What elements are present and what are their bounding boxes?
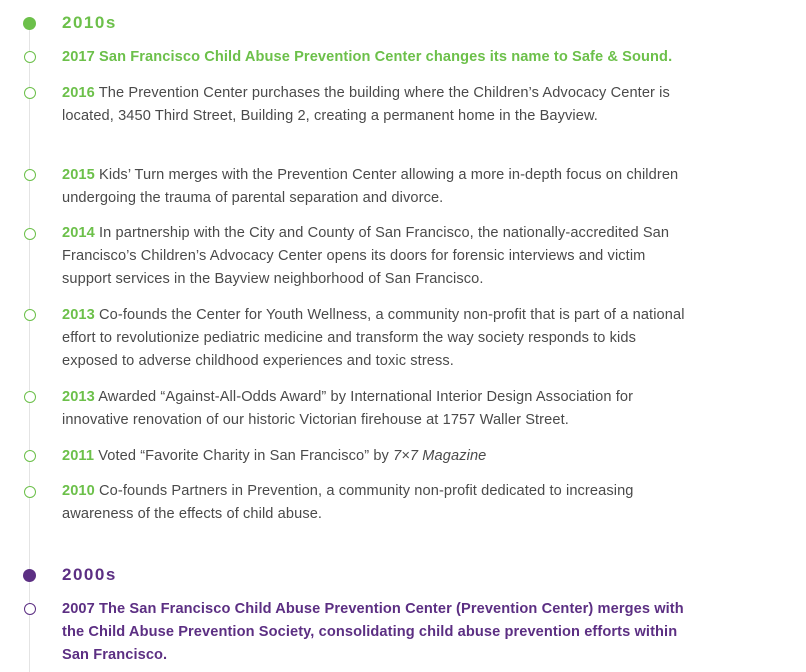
timeline-marker xyxy=(24,228,36,240)
timeline-marker xyxy=(24,87,36,99)
entry-year: 2007 xyxy=(62,601,95,617)
timeline-marker xyxy=(24,169,36,181)
decade-heading-2000s: 2000s xyxy=(62,565,117,584)
entry-year: 2010 xyxy=(62,483,95,499)
timeline-marker xyxy=(24,603,36,615)
entry-year: 2015 xyxy=(62,167,95,183)
entry-text: Kids’ Turn merges with the Prevention Center allowing a more in-depth focus on children undergoing the trauma of parental separation and divorce. xyxy=(62,167,679,206)
entry-text: The Prevention Center purchases the building where the Children’s Advocacy Center is located, 3450 Third Street, Building 2, creating a permanent home in the Bayview. xyxy=(62,85,670,124)
timeline-entry-2013-award xyxy=(62,386,687,432)
timeline-marker xyxy=(24,450,36,462)
entry-year: 2011 xyxy=(62,448,95,464)
decade-marker-2010s xyxy=(23,17,36,30)
entry-year: 2014 xyxy=(62,225,95,241)
timeline-entry-2016 xyxy=(62,82,687,128)
entry-text: The San Francisco Child Abuse Prevention Center (Prevention Center) merges with the Child Abuse Prevention Society, consolidating child abuse prevention efforts within San Francisco. xyxy=(62,601,684,663)
entry-text: In partnership with the City and County of San Francisco, the nationally-accredited San Francisco’s Children’s Advocacy Center opens its doors for forensic interviews and victim support services in the Bayview neighborhood of San Francisco. xyxy=(62,225,670,287)
timeline-entry-2013-cyw xyxy=(62,304,687,373)
timeline-marker xyxy=(24,51,36,63)
timeline-entry-2011 xyxy=(62,445,687,468)
timeline-entry-2015 xyxy=(62,164,687,210)
entry-text: Voted “Favorite Charity in San Francisco” by xyxy=(98,448,389,464)
timeline-entry-2017 xyxy=(62,46,687,69)
decade-heading-2010s: 2010s xyxy=(62,13,117,32)
entry-text: Awarded “Against-All-Odds Award” by International Interior Design Association for innovative renovation of our historic Victorian firehouse at 1757 Waller Street. xyxy=(62,389,634,428)
timeline-marker xyxy=(24,309,36,321)
timeline-marker xyxy=(24,391,36,403)
timeline-marker xyxy=(24,486,36,498)
entry-year: 2016 xyxy=(62,85,95,101)
entry-text: Co-founds the Center for Youth Wellness, a community non-profit that is part of a national effort to revolutionize pediatric medicine and transform the way society responds to kids exposed to adverse childhood experiences and toxic stress. xyxy=(62,307,685,369)
timeline-entry-2007 xyxy=(62,598,687,667)
timeline-entry-2010 xyxy=(62,480,687,526)
decade-marker-2000s xyxy=(23,569,36,582)
timeline-entry-2014 xyxy=(62,222,687,291)
entry-text: San Francisco Child Abuse Prevention Center changes its name to Safe & Sound. xyxy=(99,49,673,65)
entry-text: Co-founds Partners in Prevention, a community non-profit dedicated to increasing awareness of the effects of child abuse. xyxy=(62,483,634,522)
entry-year: 2017 xyxy=(62,49,95,65)
magazine-title: 7×7 Magazine xyxy=(393,448,487,464)
entry-year: 2013 xyxy=(62,307,95,323)
entry-year: 2013 xyxy=(62,389,95,405)
